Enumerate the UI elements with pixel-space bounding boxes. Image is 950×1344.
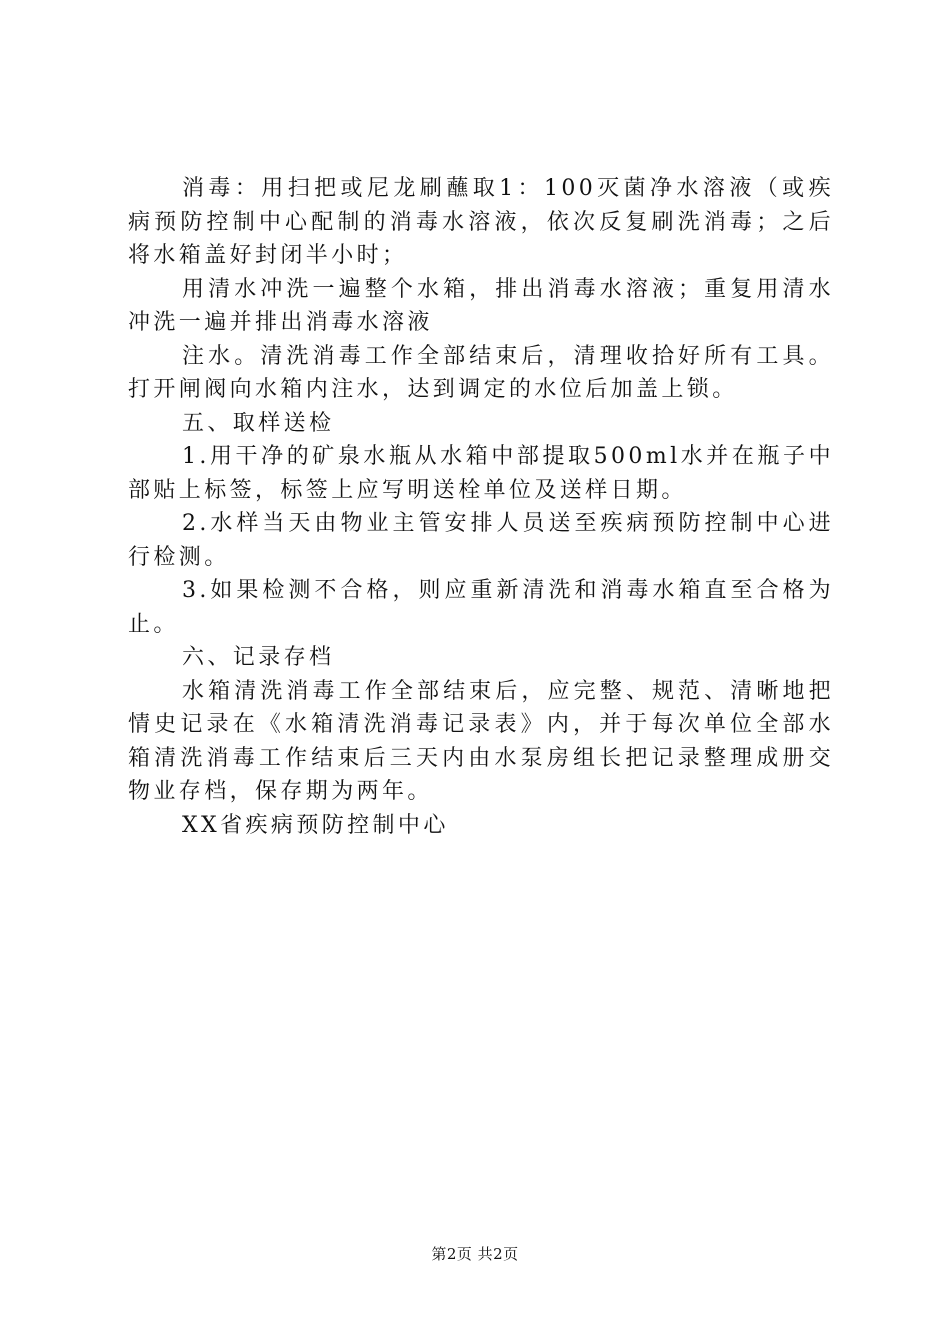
list-item-sampling-2: 2.水样当天由物业主管安排人员送至疾病预防控制中心进行检测。 [128,511,834,570]
list-item-sampling-1: 1.用干净的矿泉水瓶从水箱中部提取500ml水并在瓶子中部贴上标签，标签上应写明送栓单位及送样日期。 [128,444,834,503]
paragraph-rinse: 用清水冲洗一遍整个水箱，排出消毒水溶液；重复用清水冲洗一遍并排出消毒水溶液 [128,276,834,335]
paragraph-records: 水箱清洗消毒工作全部结束后，应完整、规范、清晰地把情史记录在《水箱清洗消毒记录表》内，并于每次单位全部水箱清洗消毒工作结束后三天内由水泵房组长把记录整理成册交物业存档，保存期为两年。 [128,678,834,804]
section-heading-sampling: 五、取样送检 [182,410,335,436]
paragraph-disinfection: 消毒：用扫把或尼龙刷蘸取1：100灭菌净水溶液（或疾病预防控制中心配制的消毒水溶液，依次反复刷洗消毒；之后将水箱盖好封闭半小时； [128,176,834,268]
section-heading-records: 六、记录存档 [182,645,335,670]
document-body [128,172,834,842]
list-item-sampling-3: 3.如果检测不合格，则应重新清洗和消毒水箱直至合格为止。 [128,578,834,637]
signature-organization: XX省疾病预防控制中心 [182,812,449,838]
page-number-footer: 第2页 共2页 [431,1245,519,1263]
paragraph-fill-water: 注水。清洗消毒工作全部结束后，清理收拾好所有工具。打开闸阀向水箱内注水，达到调定的水位后加盖上锁。 [128,343,834,402]
